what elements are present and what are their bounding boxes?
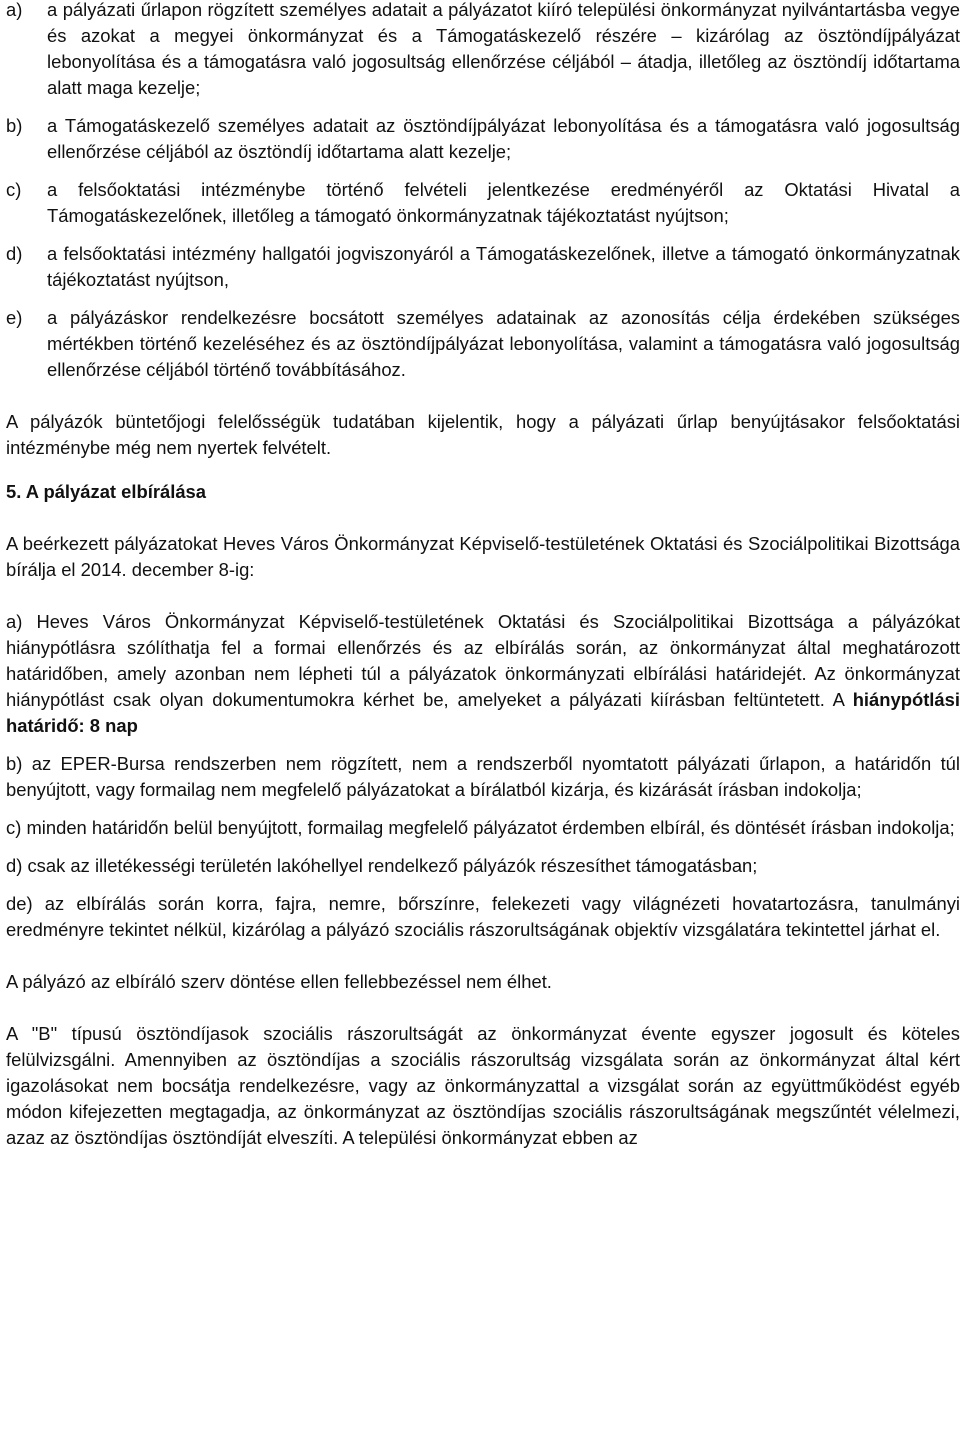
- list-item-text: [6, 815, 955, 841]
- list-item: [6, 853, 960, 879]
- list-item: [6, 0, 960, 101]
- list-item: [6, 609, 960, 739]
- no-appeal-paragraph: A pályázó az elbíráló szerv döntése ellen fellebbezéssel nem élhet.: [6, 971, 552, 992]
- list-item: [6, 751, 960, 803]
- list-item-label: b): [6, 115, 23, 136]
- list-item-text: [6, 751, 960, 803]
- list-item-label: a): [6, 0, 23, 20]
- list-item-label: b): [6, 753, 23, 774]
- list-item-label: d): [6, 243, 23, 264]
- list-item-text: a pályázáskor rendelkezésre bocsátott személyes adatainak az azonosítás célja érdekében szükséges mértékben történő kezeléséhez és az ösztöndíjpályázat lebonyolítása, valamint a támogatásra való jogosultság ellenőrzése céljából történő továbbításához.: [47, 307, 960, 380]
- list-item: [6, 177, 960, 229]
- list-item-body: csak az illetékességi területén lakóhellyel rendelkező pályázók részesíthet támogatásban;: [27, 855, 758, 876]
- section-heading: 5. A pályázat elbírálása: [6, 481, 207, 502]
- list-item-body: minden határidőn belül benyújtott, formailag megfelelő pályázatot érdemben elbírál, és döntését írásban indokolja;: [26, 817, 955, 838]
- list-item-label: a): [6, 611, 23, 632]
- document-page: [6, 0, 960, 1151]
- list-item: [6, 891, 960, 943]
- list-item-label: c): [6, 179, 22, 200]
- list-item-label: d): [6, 855, 23, 876]
- list-item: [6, 241, 960, 293]
- consent-list: [6, 0, 960, 383]
- list-item-text: a Támogatáskezelő személyes adatait az ösztöndíjpályázat lebonyolítása és a támogatásra való jogosultság ellenőrzése céljából az ösztöndíj időtartama alatt kezelje;: [47, 115, 960, 162]
- list-item-text: a felsőoktatási intézmény hallgatói jogviszonyáról a Támogatáskezelőnek, illetve a támogató önkormányzatnak tájékoztatást nyújtson,: [47, 243, 960, 290]
- type-b-paragraph: A "B" típusú ösztöndíjasok szociális rászorultságát az önkormányzat évente egyszer jogosult és köteles felülvizsgálni. Amennyiben az ösztöndíjas a szociális rászorultság vizsgálata során az önkormányzat által kért igazolásokat nem bocsátja rendelkezésre, vagy az önkormányzattal a vizsgálat során az együttműködést egyéb módon kifejezetten megtagadja, az önkormányzat az ösztöndíjas szociális rászorultságának megszűntét vélelmezi, azaz az ösztöndíjas ösztöndíját elveszíti. A települési önkormányzat ebben az: [6, 1023, 960, 1148]
- list-item-text: a felsőoktatási intézménybe történő felvételi jelentkezése eredményéről az Oktatási Hivatal a Támogatáskezelőnek, illetőleg a támogató önkormányzatnak tájékoztatást nyújtson;: [47, 179, 960, 226]
- list-item-text: [6, 609, 960, 739]
- section-intro: A beérkezett pályázatokat Heves Város Önkormányzat Képviselő-testületének Oktatási és Szociálpolitikai Bizottsága bírálja el 2014. december 8-ig:: [6, 533, 960, 580]
- list-item-body: Heves Város Önkormányzat Képviselő-testületének Oktatási és Szociálpolitikai Bizottsága a pályázókat hiánypótlásra szólíthatja fel a formai ellenőrzés és az elbírálás során, az önkormányzat által meghatározott határidőben, amely azonban nem lépheti túl a pályázatok önkormányzati elbírálási határidejét. Az önkormányzat hiánypótlást csak olyan dokumentumokra kérhet be, amelyeket a pályázati kiírásban feltüntetett. A: [6, 611, 960, 710]
- declaration-paragraph: A pályázók büntetőjogi felelősségük tudatában kijelentik, hogy a pályázati űrlap benyújtásakor felsőoktatási intézménybe még nem nyertek felvételt.: [6, 411, 960, 458]
- deadline-bold: hiánypótlási határidő: 8 nap: [6, 689, 960, 736]
- list-item-text: [6, 853, 757, 879]
- list-item: [6, 815, 960, 841]
- list-item: [6, 305, 960, 383]
- list-item-body: az EPER-Bursa rendszerben nem rögzített, nem a rendszerből nyomtatott pályázati űrlapon, a határidőn túl benyújtott, vagy formailag nem megfelelő pályázatokat a bírálatból kizárja, és kizárását írásban indokolja;: [6, 753, 960, 800]
- list-item-body: az elbírálás során korra, fajra, nemre, bőrszínre, felekezeti vagy világnézeti hovatartozásra, tanulmányi eredményre tekintet nélkül, kizárólag a pályázó szociális rászorultságának objektív vizsgálatára tekintettel járhat el.: [6, 893, 960, 940]
- list-item-text: a pályázati űrlapon rögzített személyes adatait a pályázatot kiíró települési önkormányzat nyilvántartásba vegye és azokat a megyei önkormányzat és a Támogatáskezelő részére – kizárólag az ösztöndíjpályázat lebonyolítása és a támogatásra való jogosultság ellenőrzése céljából – átadja, illetőleg az ösztöndíj időtartama alatt maga kezelje;: [47, 0, 960, 98]
- list-item-label: de): [6, 893, 33, 914]
- list-item: [6, 113, 960, 165]
- list-item-label: c): [6, 817, 22, 838]
- list-item-label: e): [6, 307, 23, 328]
- list-item-text: [6, 891, 960, 943]
